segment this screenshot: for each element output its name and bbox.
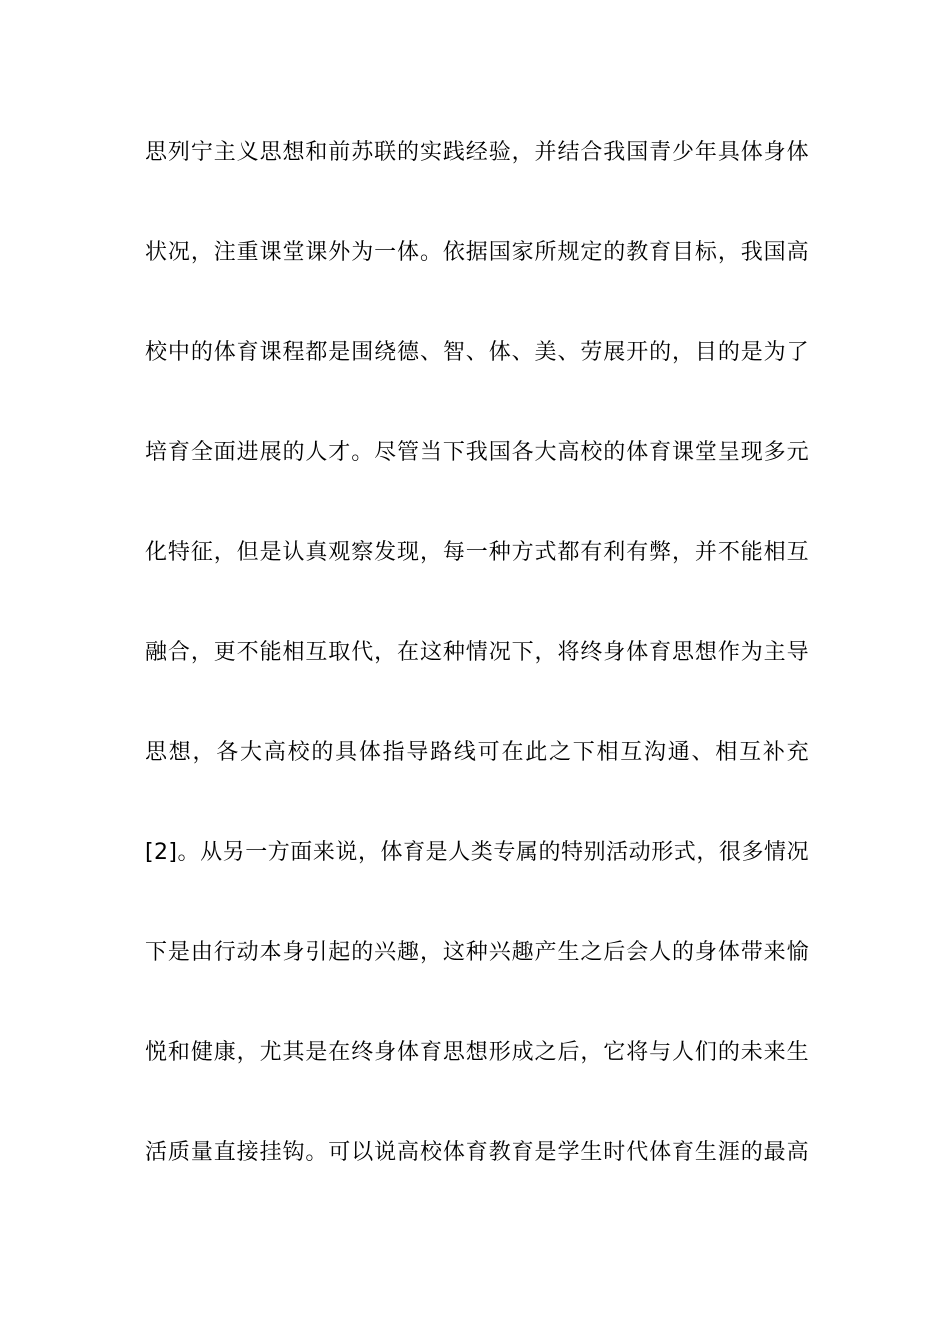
text-line-11: 活质量直接挂钩。可以说高校体育教育是学生时代体育生涯的最高: [145, 1140, 809, 1165]
text-line-5: 化特征，但是认真观察发现，每一种方式都有利有弊，并不能相互: [145, 540, 809, 565]
text-line-9: 下是由行动本身引起的兴趣，这种兴趣产生之后会人的身体带来愉: [145, 940, 809, 965]
text-line-8: [2]。从另一方面来说，体育是人类专属的特别活动形式，很多情况: [145, 840, 809, 865]
text-line-6: 融合，更不能相互取代，在这种情况下，将终身体育思想作为主导: [145, 640, 809, 665]
text-line-10: 悦和健康，尤其是在终身体育思想形成之后，它将与人们的未来生: [145, 1040, 809, 1065]
text-line-4: 培育全面进展的人才。尽管当下我国各大高校的体育课堂呈现多元: [145, 440, 809, 465]
text-line-7: 思想，各大高校的具体指导路线可在此之下相互沟通、相互补充: [145, 740, 809, 765]
text-line-1: 思列宁主义思想和前苏联的实践经验，并结合我国青少年具体身体: [145, 140, 809, 165]
text-line-2: 状况，注重课堂课外为一体。依据国家所规定的教育目标，我国高: [145, 240, 809, 265]
body-text: [145, 128, 809, 1228]
text-line-3: 校中的体育课程都是围绕德、智、体、美、劳展开的，目的是为了: [145, 340, 809, 365]
